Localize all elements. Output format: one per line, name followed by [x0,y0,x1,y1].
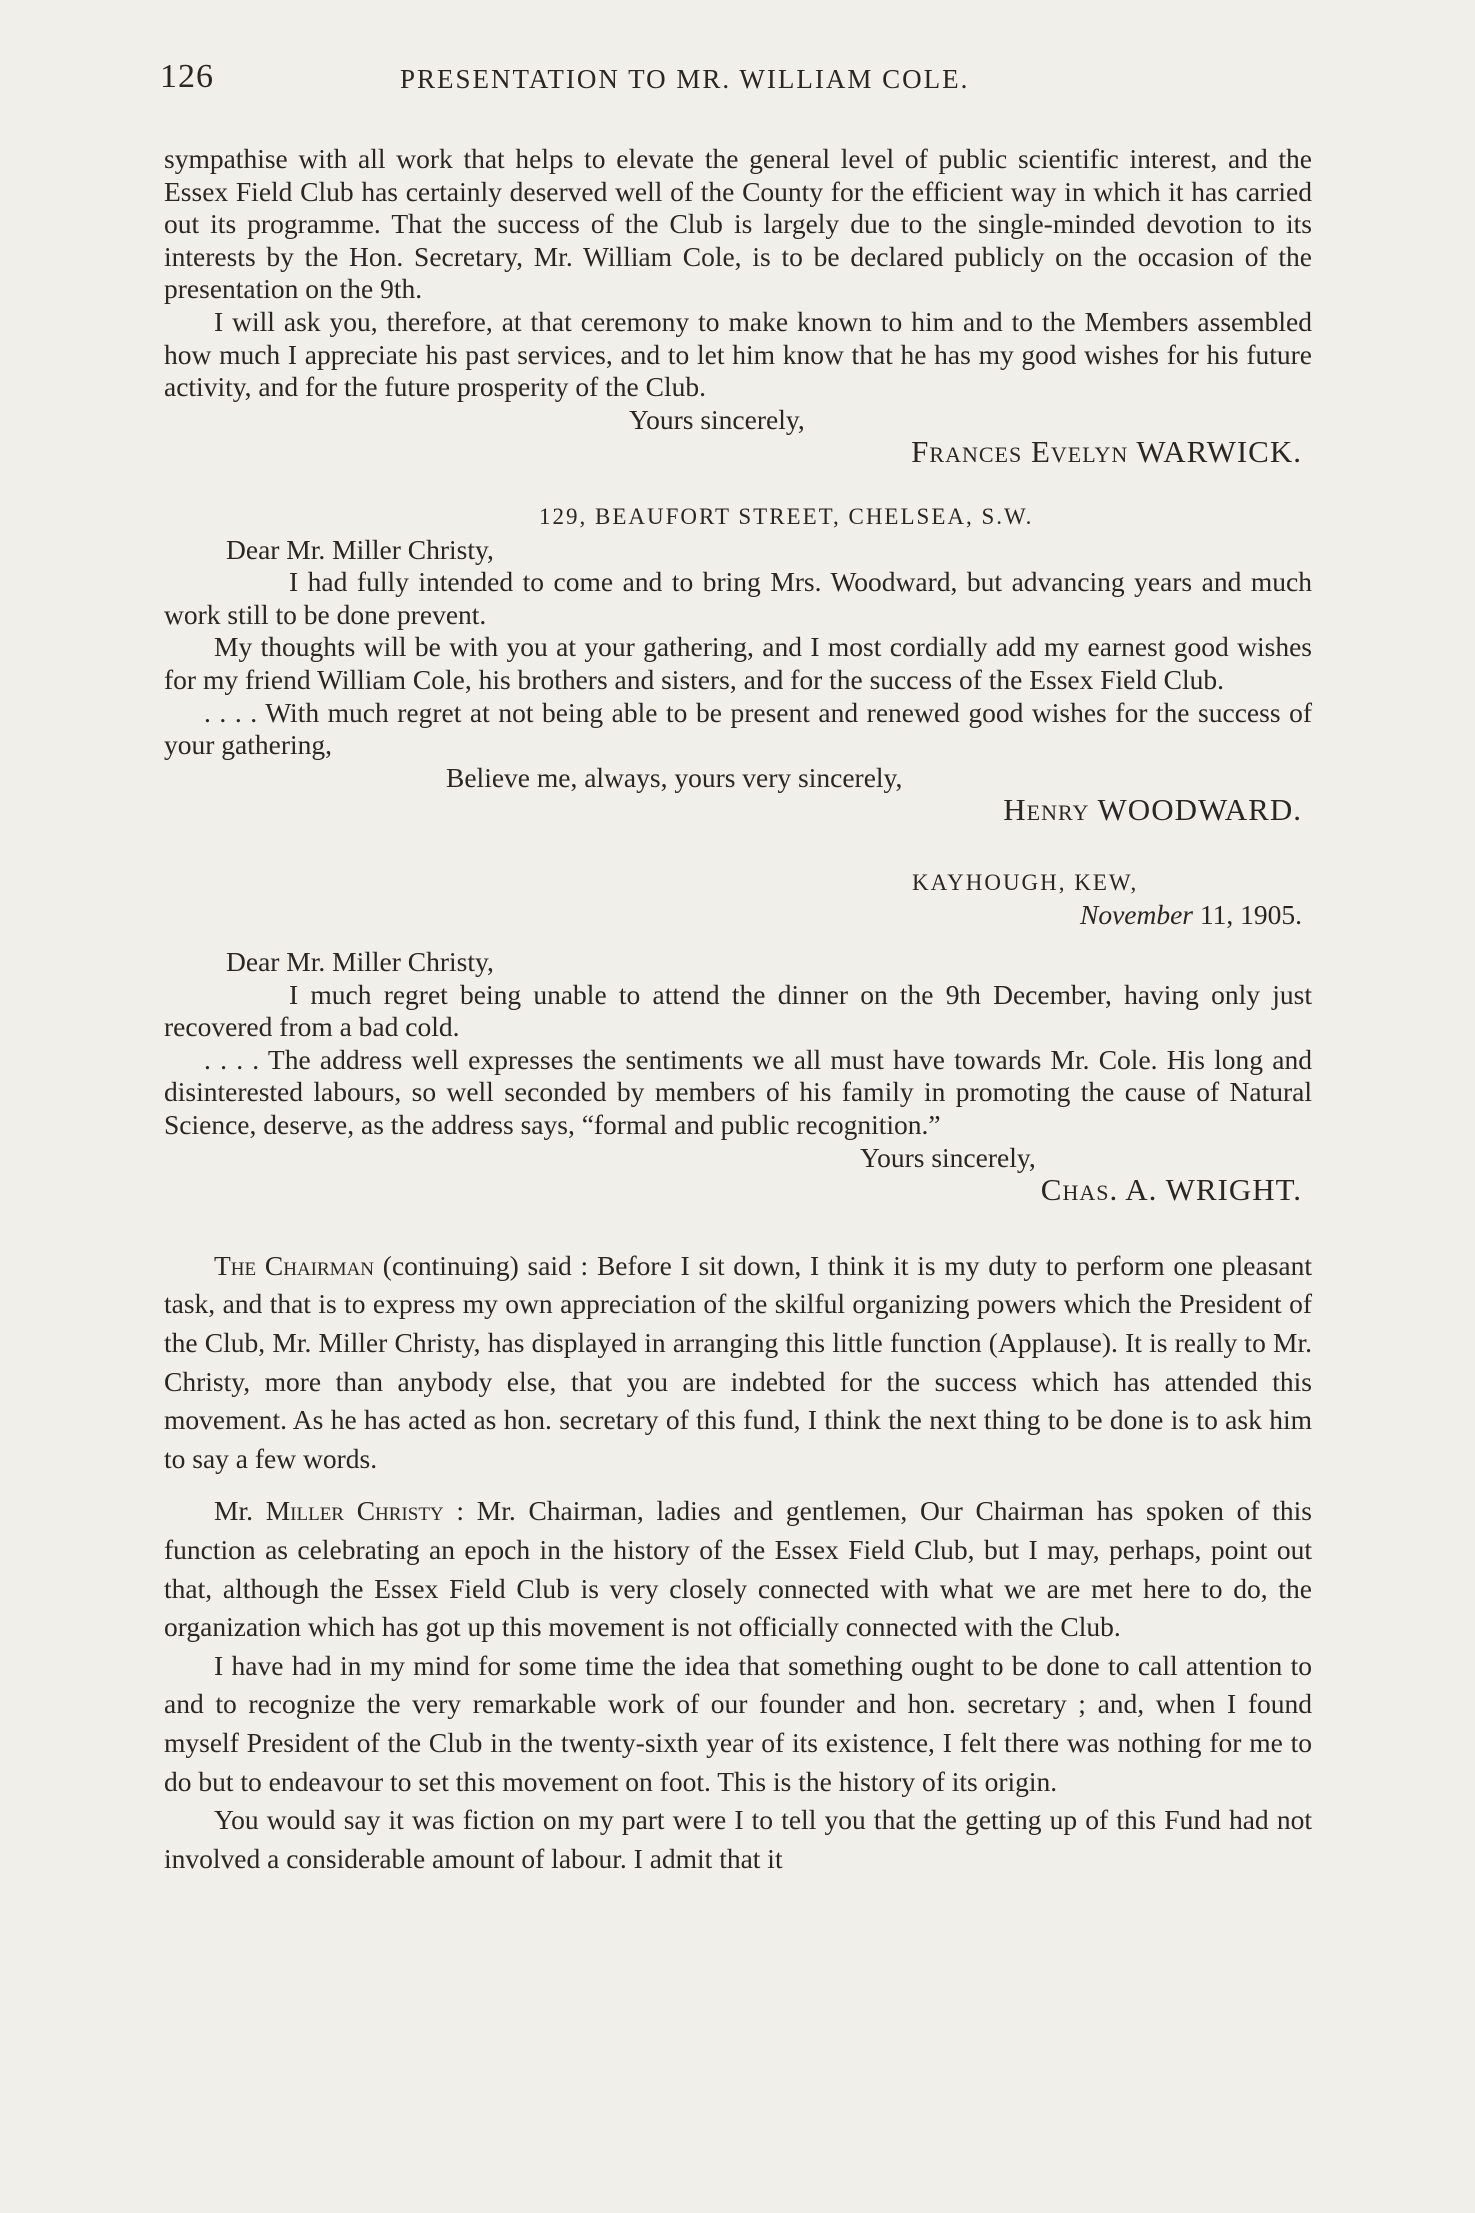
wright-date-rest: 11, 1905. [1193,899,1302,931]
page-body [164,143,1312,1878]
wright-date-month: November [1079,899,1194,931]
warwick-letter [164,143,1312,469]
wright-address: KAYHOUGH, KEW, [912,869,1139,895]
christy-speech-text: : Mr. Chairman, ladies and gentlemen, Our Chairman has spoken of this function as celebrating an epoch in the history of the Essex Field Club, but I may, perhaps, point out that, although the Essex Field Club is very closely connected with what we are met here to do, the organization which has got up this movement is not officially connected with the Club. [164,1495,1313,1643]
chairman-speech [164,1247,1312,1479]
warwick-closing: Yours sincerely, [629,403,805,435]
woodward-paragraph-3: . . . . With much regret at not being able to be present and renewed good wishes for the success of your gathering, [164,696,1312,761]
warwick-paragraph-1: sympathise with all work that helps to elevate the general level of public scientific interest, and the Essex Field Club has certainly deserved well of the County for the efficient way in which it has carried out its programme. That the success of the Club is largely due to the single-minded devotion to its interests by the Hon. Secretary, Mr. William Cole, is to be declared publicly on the occasion of the presentation on the 9th. [164,143,1312,305]
wright-salutation: Dear Mr. Miller Christy, [226,946,494,978]
chairman-speech-text: (continuing) said : Before I sit down, I think it is my duty to perform one pleasant task, and that is to express my own appreciation of the skilful organizing powers which the President of the Club, Mr. Miller Christy, has displayed in arranging this little function (Applause). It is really to Mr. Christy, more than anybody else, that you are indebted for the success which has attended this movement. As he has acted as hon. secretary of this fund, I think the next thing to be done is to ask him to say a few words. [164,1249,1312,1474]
wright-letter [164,867,1312,1207]
christy-paragraph-3: You would say it was fiction on my part were I to tell you that the getting up of this Fund had not involved a considerable amount of labour. I admit that it [164,1804,1312,1874]
page-number: 126 [160,58,214,95]
christy-speaker: Miller Christy [265,1495,444,1527]
christy-prefix: Mr. [214,1495,266,1527]
wright-closing: Yours sincerely, [860,1141,1036,1173]
chairman-speaker: The Chairman [214,1249,375,1281]
woodward-paragraph-1: I had fully intended to come and to bring Mrs. Woodward, but advancing years and much work still to be done prevent. [164,566,1312,630]
woodward-salutation: Dear Mr. Miller Christy, [226,533,494,565]
woodward-address: 129, BEAUFORT STREET, CHELSEA, S.W. [539,503,1034,529]
woodward-signature: Henry WOODWARD. [1003,792,1302,828]
woodward-letter [164,501,1312,827]
woodward-closing: Believe me, always, yours very sincerely, [446,761,903,793]
christy-speech [164,1492,1312,1646]
proceedings [164,1247,1312,1879]
woodward-paragraph-2: My thoughts will be with you at your gathering, and I most cordially add my earnest good wishes for my friend William Cole, his brothers and sisters, and for the success of the Essex Field Club. [164,631,1312,695]
christy-paragraph-2: I have had in my mind for some time the idea that something ought to be done to call attention to and to recognize the very remarkable work of our founder and hon. secretary ; and, when I found myself President of the Club in the twenty-sixth year of its existence, I felt there was nothing for me to do but to endeavour to set this movement on foot. This is the history of its origin. [164,1649,1312,1797]
wright-paragraph-2: . . . . The address well expresses the sentiments we all must have towards Mr. Cole. His long and disinterested labours, so well seconded by members of his family in promoting the cause of Natural Science, deserve, as the address says, “formal and public recognition.” [164,1043,1312,1141]
running-title: PRESENTATION TO MR. WILLIAM COLE. [400,64,970,94]
warwick-paragraph-2: I will ask you, therefore, at that ceremony to make known to him and to the Members assembled how much I appreciate his past services, and to let him know that he has my good wishes for his future activity, and for the future prosperity of the Club. [164,305,1312,403]
wright-signature: Chas. A. WRIGHT. [1040,1172,1302,1208]
wright-paragraph-1: I much regret being unable to attend the dinner on the 9th December, having only just recovered from a bad cold. [164,978,1312,1043]
wright-date [164,899,1312,932]
warwick-signature: Frances Evelyn WARWICK. [911,434,1302,470]
